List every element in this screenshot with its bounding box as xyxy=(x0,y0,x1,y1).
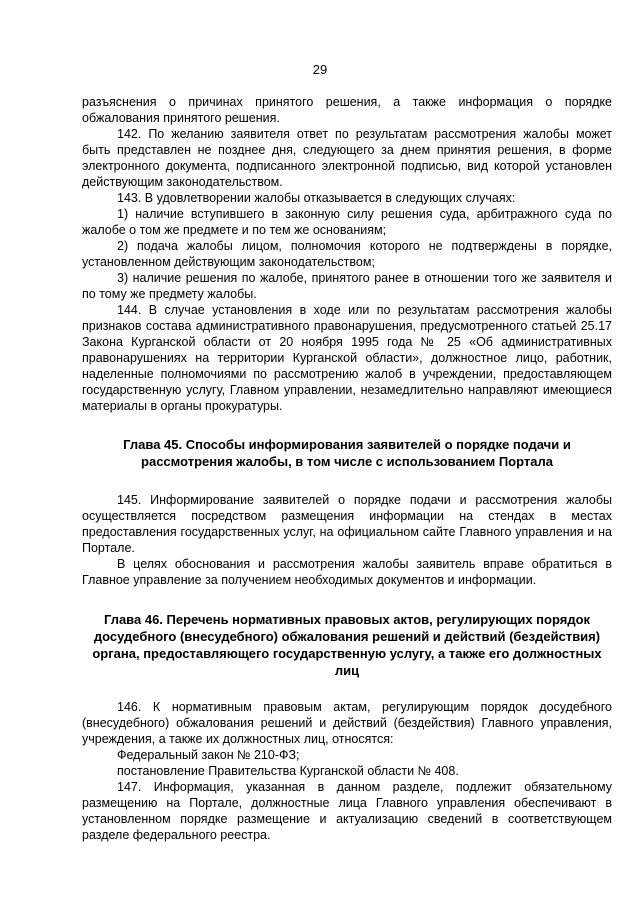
document-body xyxy=(82,94,612,843)
paragraph-145: 145. Информирование заявителей о порядке подачи и рассмотрения жалобы осуществляется посредством размещения информации на стендах в местах предоставления государственных услуг, на официальном сайте Главного управления и на Портале. xyxy=(82,493,612,555)
chapter-45-heading-line-2: рассмотрения жалобы, в том числе с использованием Портала xyxy=(141,454,553,469)
paragraph-143-item-3: 3) наличие решения по жалобе, принятого ранее в отношении того же заявителя и по тому же предмету жалобы. xyxy=(82,271,612,301)
paragraph-146: 146. К нормативным правовым актам, регулирующим порядок досудебного (внесудебного) обжалования решений и действий (бездействия) Главного управления, учреждения, а также их должностных лиц, относятся: xyxy=(82,700,612,746)
paragraph-146-b: постановление Правительства Курганской области № 408. xyxy=(117,764,459,778)
page-number: 29 xyxy=(312,62,328,77)
paragraph-147: 147. Информация, указанная в данном разделе, подлежит обязательному размещению на Портале, должностные лица Главного управления обеспечивают в установленном порядке размещение и актуализацию сведений в соответствующем разделе федерального реестра. xyxy=(82,780,612,842)
chapter-46-heading-line-1: Глава 46. Перечень нормативных правовых актов, регулирующих порядок xyxy=(103,612,591,627)
paragraph-continuation: разъяснения о причинах принятого решения, а также информация о порядке обжалования принятого решения. xyxy=(82,95,612,125)
chapter-46-heading-line-3: органа, предоставляющего государственную услугу, а также его должностных лиц xyxy=(92,646,602,678)
paragraph-145-b: В целях обоснования и рассмотрения жалобы заявитель вправе обратиться в Главное управление за получением необходимых документов и информации. xyxy=(82,557,612,587)
paragraph-143: 143. В удовлетворении жалобы отказывается в следующих случаях: xyxy=(117,191,516,205)
paragraph-144: 144. В случае установления в ходе или по результатам рассмотрения жалобы признаков состава административного правонарушения, предусмотренного статьей 25.17 Закона Курганской области от 20 ноября 1995 года № 25 «Об административных правонарушениях на территории Курганской области», должностное лицо, работник, наделенные полномочиями по рассмотрению жалоб в учреждении, предоставляющем государственную услугу, Главном управлении, незамедлительно направляют имеющиеся материалы в органы прокуратуры. xyxy=(82,303,612,413)
chapter-46-heading-line-2: досудебного (внесудебного) обжалования решений и действий (бездействия) xyxy=(93,629,601,644)
paragraph-143-item-2: 2) подача жалобы лицом, полномочия которого не подтверждены в порядке, установленном действующим законодательством; xyxy=(82,239,612,269)
paragraph-146-a: Федеральный закон № 210-ФЗ; xyxy=(117,748,300,762)
chapter-45-heading-line-1: Глава 45. Способы информирования заявителей о порядке подачи и xyxy=(123,437,571,452)
paragraph-143-item-1: 1) наличие вступившего в законную силу решения суда, арбитражного суда по жалобе о том же предмете и по тем же основаниям; xyxy=(82,207,612,237)
chapter-46-heading xyxy=(82,611,612,679)
paragraph-142: 142. По желанию заявителя ответ по результатам рассмотрения жалобы может быть представлен не позднее дня, следующего за днем принятия решения, в форме электронного документа, подписанного электронной подписью, вид которой установлен действующим законодательством. xyxy=(82,127,612,189)
chapter-45-heading xyxy=(82,436,612,470)
